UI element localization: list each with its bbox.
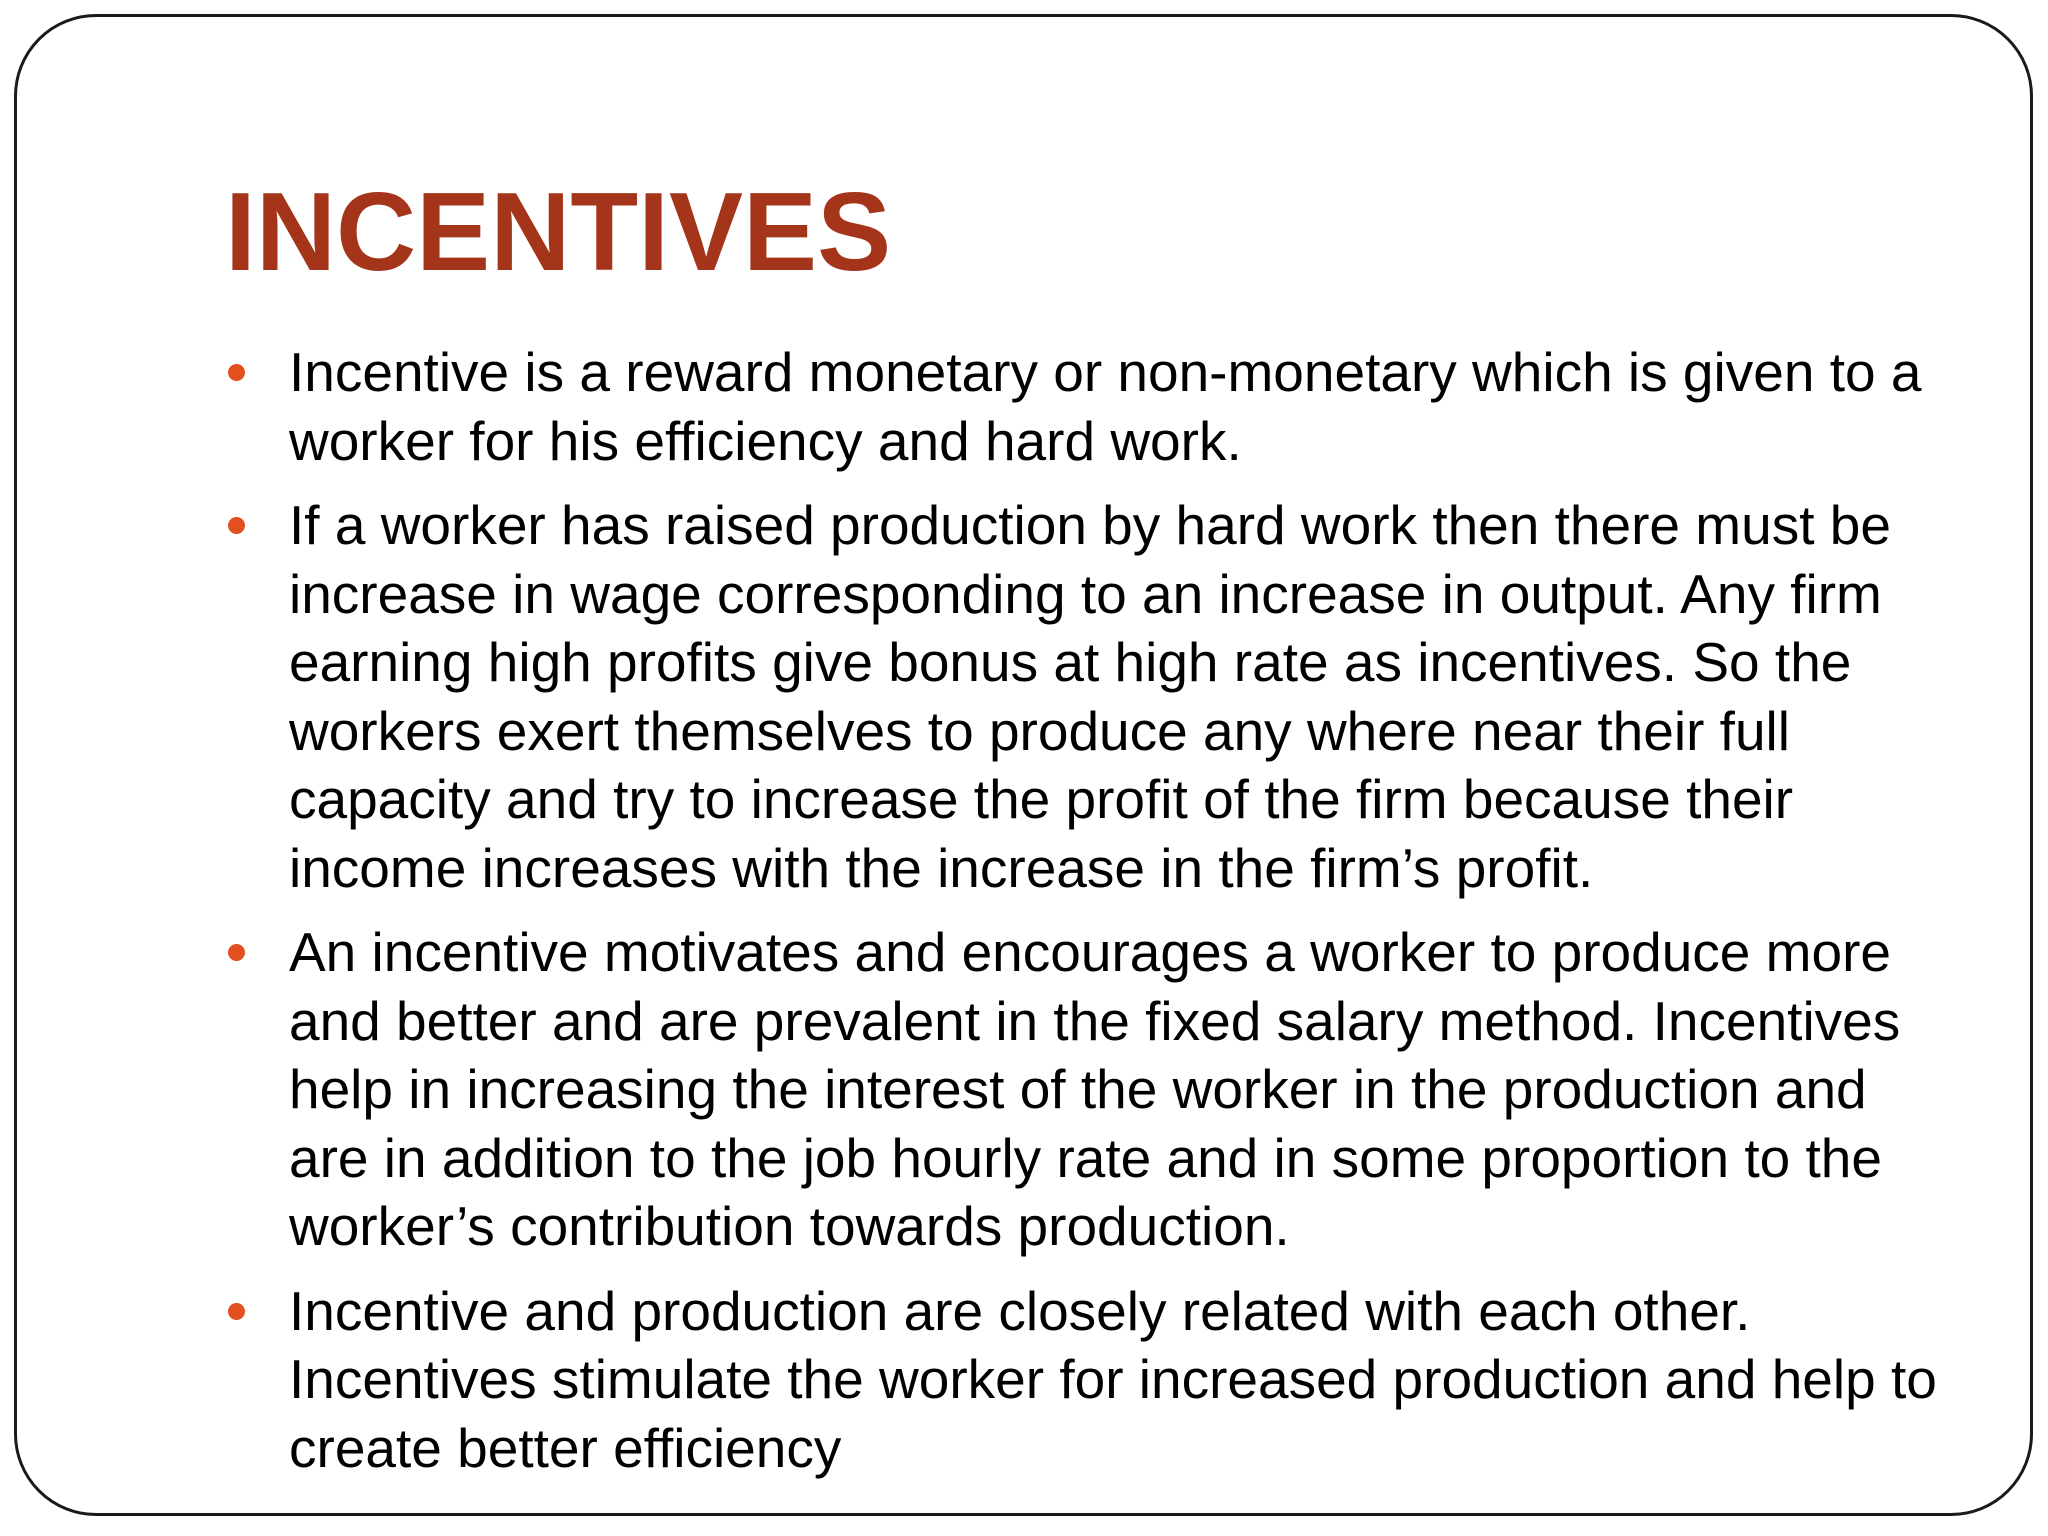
- bullet-item: [225, 491, 1945, 902]
- bullet-text: If a worker has raised production by hard work then there must be increase in wage corresponding to an increase in output. Any firm earning high profits give bonus at high rate as incentives. So the workers exert themselves to produce any where near their full capacity and try to increase the profit of the firm because their income increases with the increase in the firm’s profit.: [289, 494, 1891, 899]
- bullet-text: An incentive motivates and encourages a worker to produce more and better and are prevalent in the fixed salary method. Incentives help in increasing the interest of the worker in the production and are in addition to the job hourly rate and in some proportion to the worker’s contribution towards production.: [289, 921, 1901, 1257]
- bullet-dot-icon: [228, 1303, 245, 1320]
- bullet-dot-icon: [228, 944, 245, 961]
- bullet-item: [225, 1277, 1945, 1483]
- bullet-text: Incentive and production are closely related with each other. Incentives stimulate the worker for increased production and help to create better efficiency: [289, 1279, 1937, 1479]
- slide-title: INCENTIVES: [225, 170, 892, 294]
- bullet-item: [225, 918, 1945, 1261]
- bullet-item: [225, 338, 1945, 475]
- bullet-dot-icon: [228, 517, 245, 534]
- bullet-list: [225, 338, 1945, 1498]
- bullet-dot-icon: [228, 364, 245, 381]
- bullet-text: Incentive is a reward monetary or non-monetary which is given to a worker for his efficiency and hard work.: [289, 341, 1922, 472]
